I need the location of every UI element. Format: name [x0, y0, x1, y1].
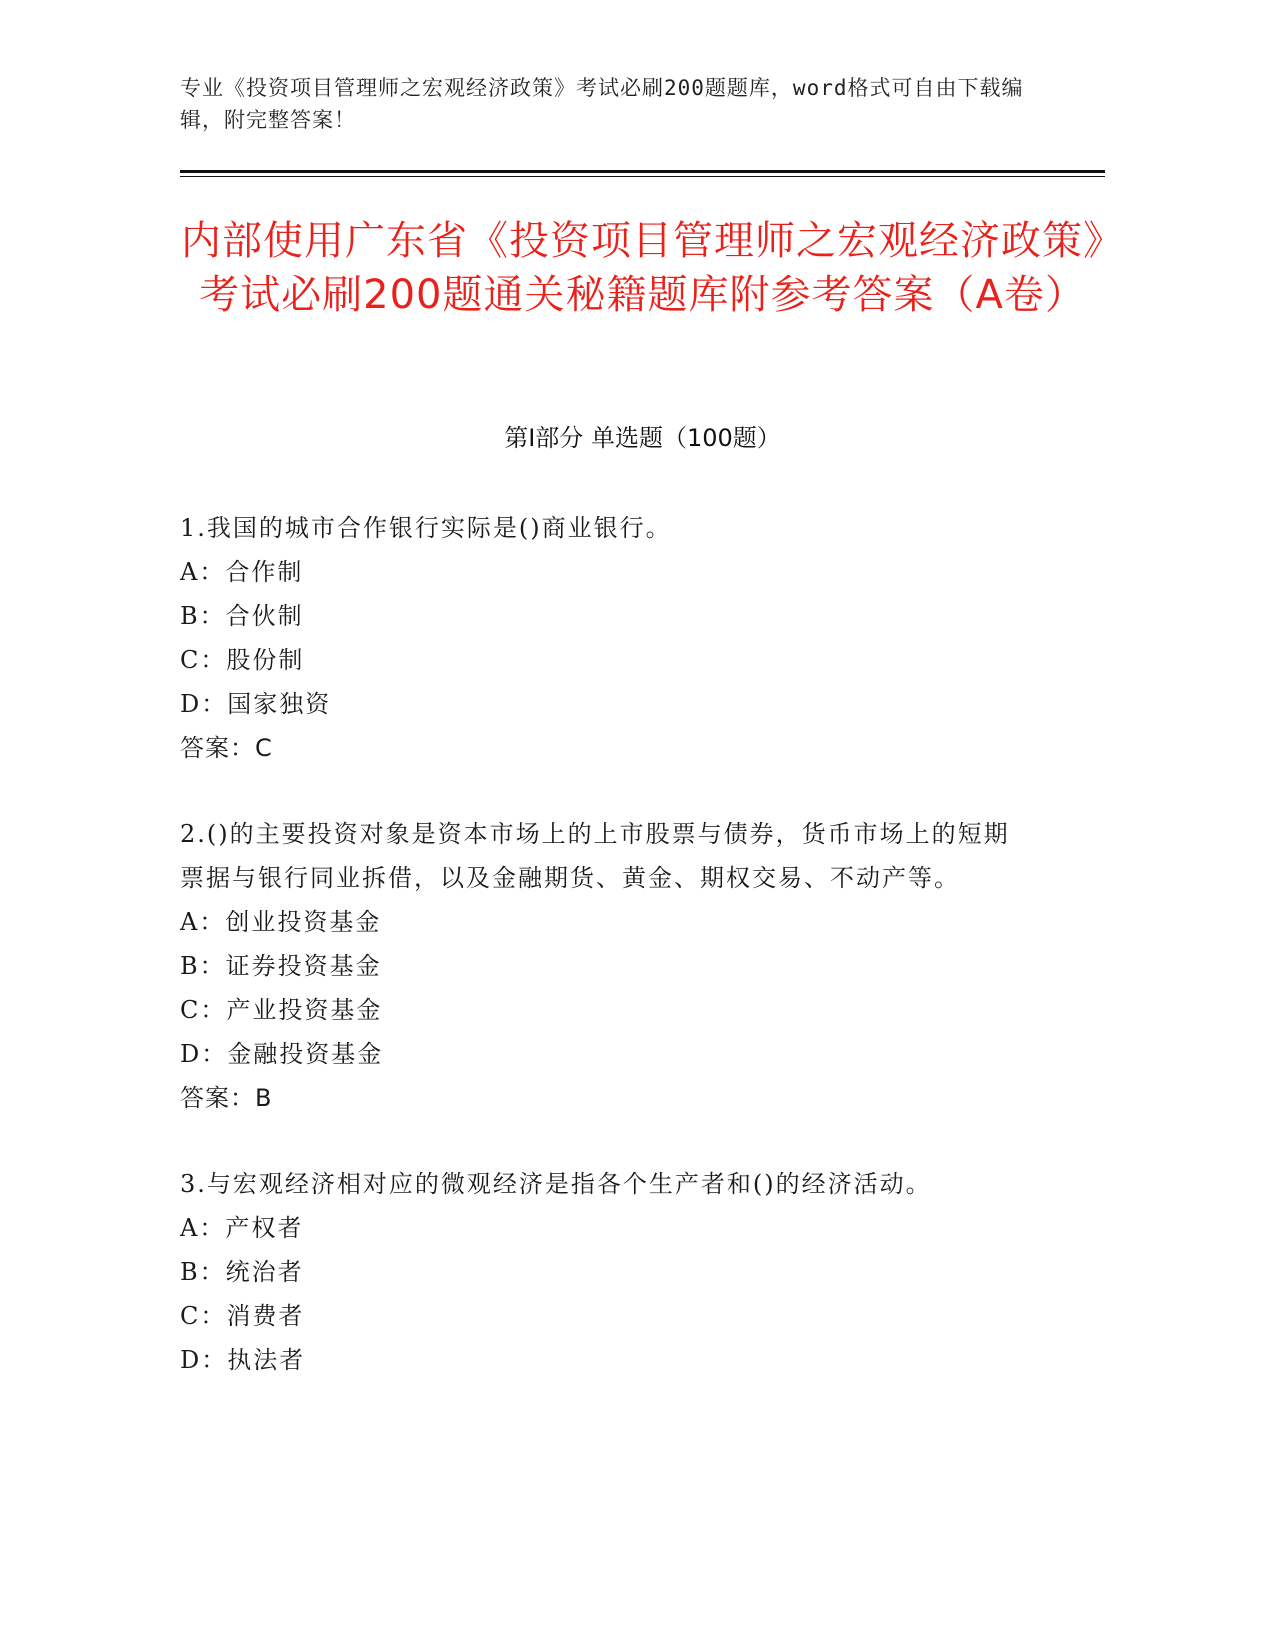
document-title: 内部使用广东省《投资项目管理师之宏观经济政策》考试必刷200题通关秘籍题库附参考答案（A卷）	[181, 218, 1104, 318]
answer: 答案：C	[180, 734, 273, 762]
option-c: C：消费者	[180, 1302, 305, 1330]
header-divider-thin	[180, 176, 1105, 177]
option-d: D：国家独资	[180, 690, 332, 718]
option-a: A：创业投资基金	[180, 908, 382, 936]
option-c: C：产业投资基金	[180, 996, 383, 1024]
question-stem: 2.()的主要投资对象是资本市场上的上市股票与债券，货币市场上的短期票据与银行同业拆借，以及金融期货、黄金、期权交易、不动产等。	[180, 820, 1010, 892]
section-title: 第Ⅰ部分 单选题（100题）	[504, 424, 781, 452]
option-d: D：金融投资基金	[180, 1040, 384, 1068]
option-b: B：合伙制	[180, 602, 304, 630]
header-note: 专业《投资项目管理师之宏观经济政策》考试必刷200题题库，word格式可自由下载编辑，附完整答案！	[180, 76, 1024, 132]
option-a: A：合作制	[180, 558, 304, 586]
answer: 答案：B	[180, 1084, 273, 1112]
question-list	[180, 506, 1030, 1424]
option-b: B：统治者	[180, 1258, 304, 1286]
option-c: C：股份制	[180, 646, 305, 674]
option-a: A：产权者	[180, 1214, 304, 1242]
option-b: B：证券投资基金	[180, 952, 382, 980]
question-stem: 3.与宏观经济相对应的微观经济是指各个生产者和()的经济活动。	[180, 1170, 932, 1198]
question-1	[180, 506, 1030, 770]
header-divider-thick	[180, 170, 1105, 173]
question-2	[180, 812, 1030, 1120]
question-3	[180, 1162, 1030, 1382]
question-stem: 1.我国的城市合作银行实际是()商业银行。	[180, 514, 672, 542]
option-d: D：执法者	[180, 1346, 306, 1374]
